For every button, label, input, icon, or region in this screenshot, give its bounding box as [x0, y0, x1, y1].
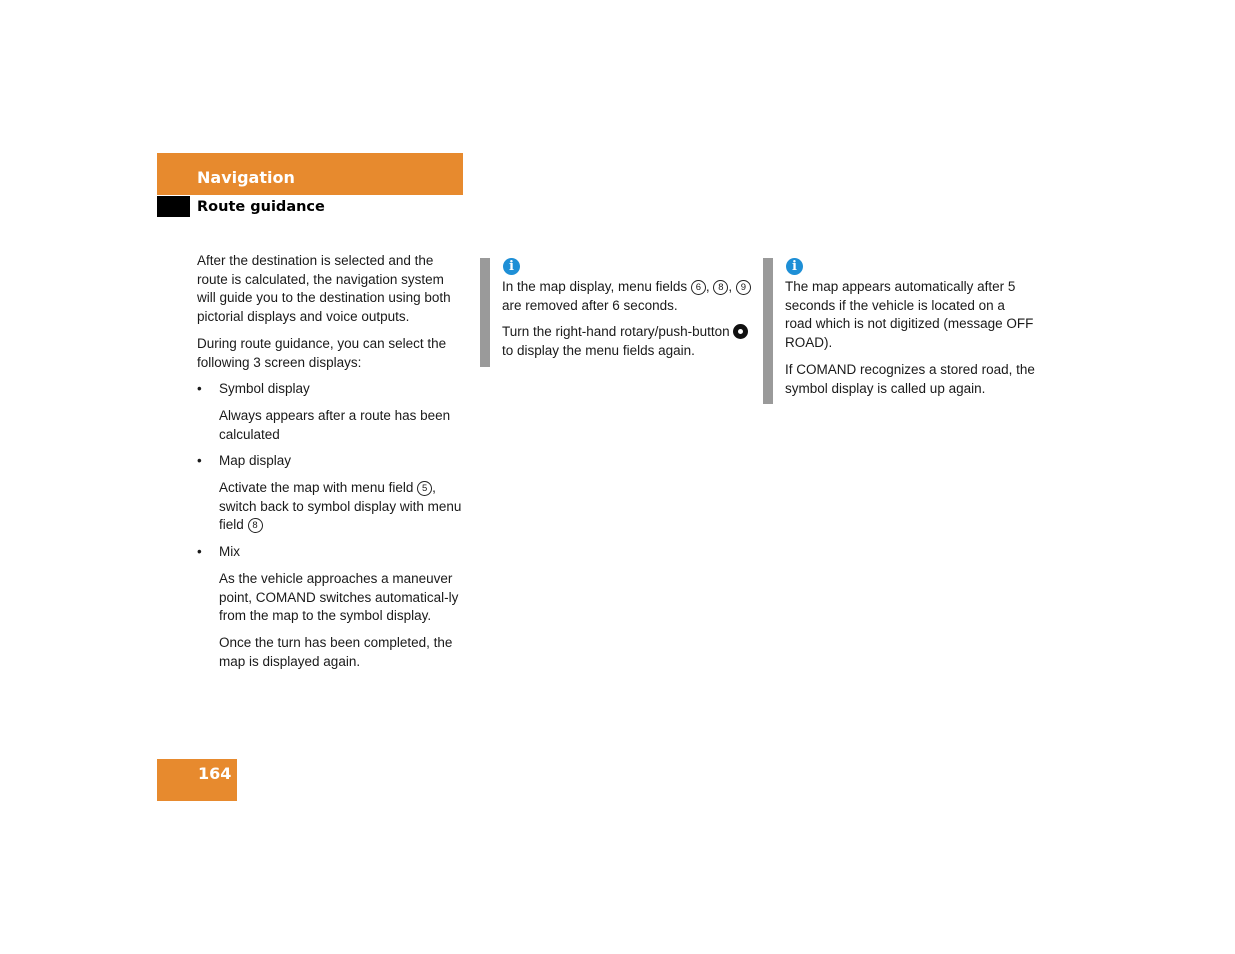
list-item — [197, 452, 465, 471]
main-column — [197, 252, 465, 679]
desc-text: , switch back to symbol display with menu field — [219, 480, 462, 533]
info-icon: i — [503, 258, 520, 275]
page-number: 164 — [198, 764, 232, 783]
list-item-desc: Once the turn has been completed, the map is displayed again. — [219, 634, 453, 669]
list-item-label: Mix — [219, 544, 240, 560]
info-bar — [763, 258, 773, 404]
section-title: Navigation — [197, 168, 295, 187]
info-paragraph: In the map display, menu fields 6 , 8 , 9 are removed after 6 seconds. — [502, 278, 752, 315]
menu-field-number: 8 — [713, 280, 728, 295]
menu-field-number: 8 — [248, 518, 263, 533]
bullet-dot: • — [197, 381, 202, 397]
list-item-desc: As the vehicle approaches a maneuver point, COMAND switches automatical-ly from the map to the symbol display. — [219, 570, 459, 624]
info-paragraph: The map appears automatically after 5 seconds if the vehicle is located on a road which is not digitized (message OFF ROAD). — [785, 279, 1034, 351]
info-text-part: In the map display, menu fields — [502, 279, 688, 294]
info-box-1 — [480, 258, 750, 368]
info-text-part: to display the menu fields again. — [502, 343, 695, 359]
bullet-dot: • — [197, 453, 202, 469]
info-paragraph — [502, 323, 752, 360]
info-paragraph: If COMAND recognizes a stored road, the symbol display is called up again. — [785, 361, 1035, 396]
info-bar — [480, 258, 490, 367]
lead-paragraph: During route guidance, you can select the following 3 screen displays: — [197, 335, 447, 370]
subsection-marker — [157, 196, 190, 217]
menu-field-number: 5 — [417, 481, 432, 496]
rotary-knob-icon — [733, 324, 748, 339]
menu-field-number: 9 — [736, 280, 751, 295]
info-text-part: Turn the right-hand rotary/push-button — [502, 324, 730, 340]
list-item — [197, 380, 465, 399]
intro-paragraph: After the destination is selected and the route is calculated, the navigation system will guide you to the destination using both pictorial displays and voice outputs. — [197, 253, 451, 325]
info-text-part: are removed after 6 seconds. — [502, 297, 678, 313]
list-item-label: Map display — [219, 453, 292, 469]
desc-text: Activate the map with menu field — [219, 480, 414, 496]
menu-field-number: 6 — [691, 280, 706, 295]
info-text — [785, 278, 1035, 406]
list-item — [197, 543, 465, 562]
section-header — [157, 153, 463, 195]
info-text — [502, 278, 752, 369]
list-item-label: Symbol display — [219, 381, 310, 397]
list-item-desc — [197, 479, 465, 535]
bullet-dot: • — [197, 544, 202, 560]
info-box-2 — [763, 258, 1033, 405]
page-number-box — [157, 759, 237, 801]
subsection-title: Route guidance — [197, 199, 325, 215]
list-item-desc: Always appears after a route has been calculated — [219, 407, 451, 442]
info-icon: i — [786, 258, 803, 275]
